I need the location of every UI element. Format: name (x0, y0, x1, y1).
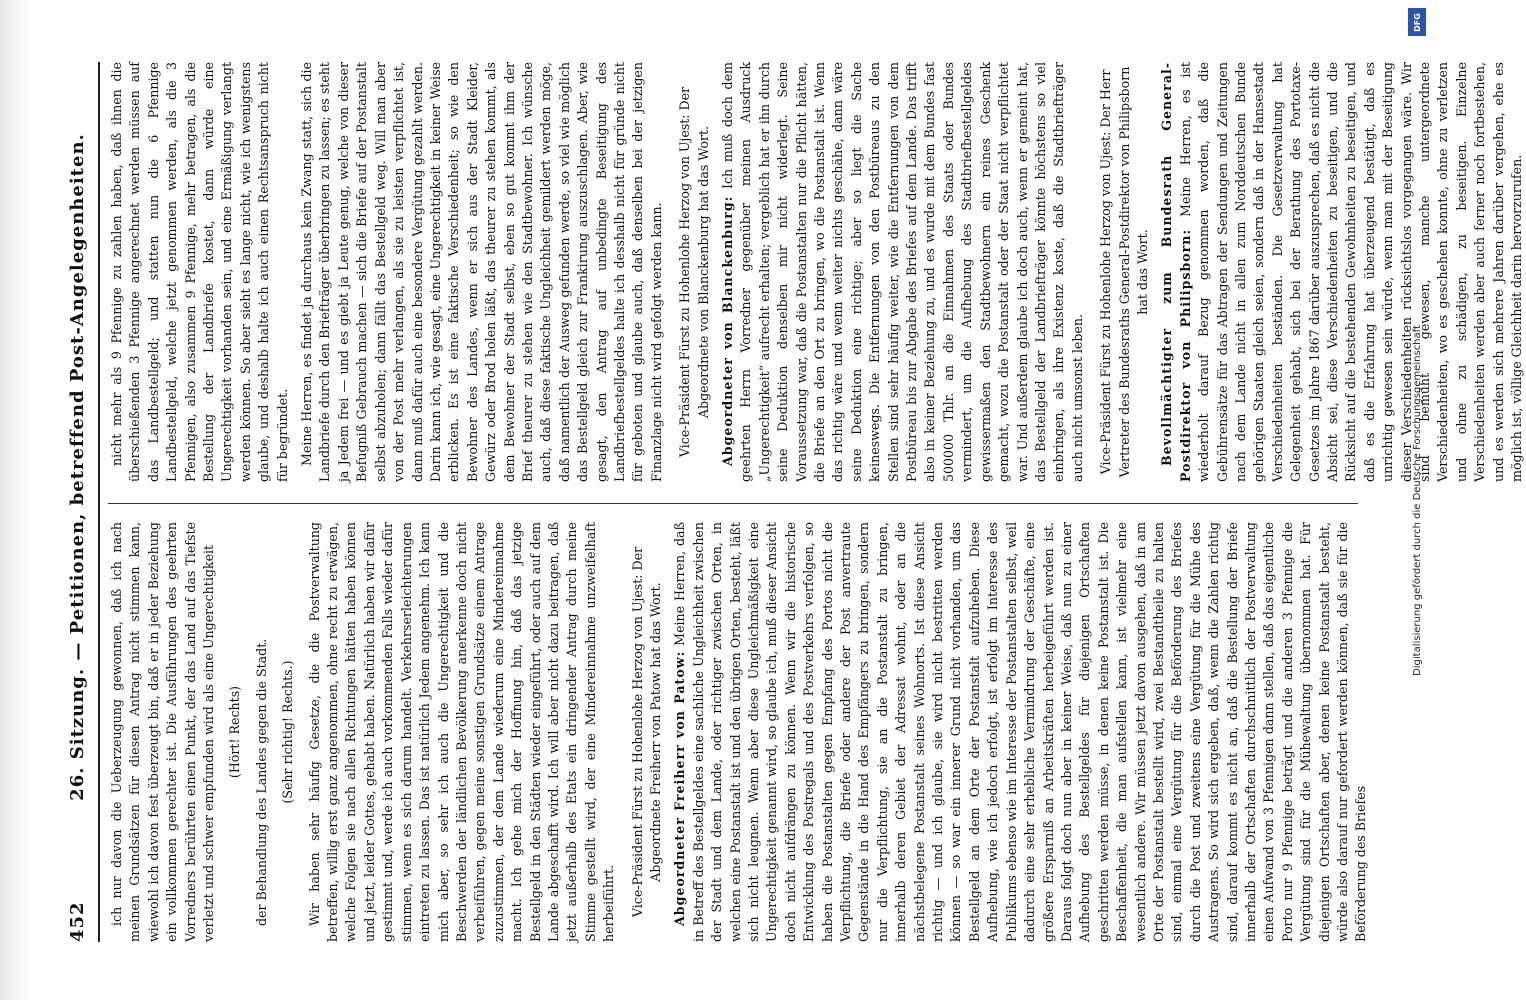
header-rule (98, 62, 100, 942)
text-column-right (108, 62, 1525, 482)
text-column-left (108, 522, 1369, 942)
speaker-name: Abgeordneter von Blanckenburg: (720, 195, 735, 466)
speech-paragraph (1158, 62, 1526, 482)
speech-text: Meine Herren, es ist wiederholt darauf Bezug genommen worden, daß die Gebührensätze für das Abtragen der Sendungen und Zeitungen nach dem Lande nicht in allen zum Norddeutschen Bunde gehörigen Staaten gleich seien, sondern daß in der Hansestadt Verschiedenheiten beständen. Die Gesetzverwaltung hat Gelegenheit gehabt, sich bei der Berathung des Portotaxe-Gesetzes im Jahre 1867 darüber auszusprechen, daß es nicht die Absicht sei, diese Verschiedenheiten zu beseitigen, und die Rücksicht auf die bestehenden Gewohnheiten zu beseitigen, und daß es die Erfahrung hat überzeugend bestätigt, daß es unrichtig gewesen sein würde, wenn man mit der Beseitigung dieser Verschiedenheiten rücksichtslos vorgegangen wäre. Wir sind bemüht gewesen, manche untergeordnete Verschiedenheiten, wo es geschehen konnte, ohne zu verletzen und ohne zu schädigen, zu beseitigen. Einzelne Verschiedenheiten werden aber auch ferner noch fortbestehen, und es werden sich mehrere Jahren darüber vergehen, ehe es möglich ist, völlige Gleichheit darin hervorzurufen. (1177, 62, 1525, 482)
running-head (60, 62, 94, 942)
chair-announcement: Vice-Präsident Fürst zu Hohenlohe Herzog von Ujest: Der Abgeordnete von Blanckenburg hat das Wort. (677, 86, 711, 458)
dfg-logo-text: DFG (1412, 12, 1422, 32)
speaker-name: Bevollmächtigter zum Bundesrath General-Postdirektor von Philipsborn: (1159, 62, 1193, 482)
speech-paragraph (719, 62, 1087, 482)
speaker-name: Abgeordneter Freiherr von Patow: (672, 650, 688, 926)
digitization-credit-text: Digitalisierung gefördert durch die Deutsche Forschungsgemeinschaft (1411, 324, 1423, 676)
speech-paragraph (671, 522, 1370, 942)
speech-text: Ich muß doch dem geehrten Herrn Vorredner gegenüber meinen Ausdruck „Ungerechtigkeit“ aufrecht erhalten; vergeblich hat er ihn durch seine Deduktion denselben mir nicht widerlegt. Seine Voraussetzung war, daß die Postanstalten nur die Pflicht hätten, die Briefe an den Ort zu bringen, wo die Postanstalt ist. Wenn das richtig wäre und wenn weiter nichts geschähe, dann wäre seine Deduktion eine richtige; aber so liegt die Sache keineswegs. Die Entfernungen von den Postbüreaus zu den Stellen sind sehr häufig weiter, wie die Entfernungen von dem Postbüreau bis zur Abgabe des Briefes auf dem Lande. Das trifft also in keiner Beziehung zu, und es wurde mit dem Bundes fast 500000 Thlr. an die Einnahmen des Staats oder Bundes vermindert, um die Aufhebung des Stadtbriefbestellgeldes gewissermaßen den Stadtbewohnern ein reines Geschenk gemacht, wozu die Postanstalt oder der Staat nicht verpflichtet war. Und außerdem glaube ich doch auch, wenn er gemeint hat, das Bestellgeld der Landbriefträger könnte höchstens so viel einbringen, als ihre Existenz koste, daß die Stadtbriefträger auch nicht umsonst leben. (720, 62, 1085, 482)
body-paragraph: Wir haben sehr häufig Gesetze, die die Postverwaltung betreffen, willig erst ganz angenommen, ohne recht zu erwägen, welche Folgen sie nach allen Richtungen hätten haben können und jetzt, leider Gottes, gehabt haben. Natürlich haben wir dafür gestimmt und, werde ich auch vorkommenden Falls wieder dafür stimmen, wenn es sich darum handelt. Verkehrserleichterungen eintreten zu lassen. Das ist natürlich Jedem angenehm. Ich kann mich aber, so sehr ich auch die Ungerechtigkeit und die Beschwerden der ländlichen Bevölkerung anerkenne doch nicht verbeiführen, gegen meine sonstigen Grundsätze einem Antrage zuzustimmen, der dem Lande wiederum eine Mindereinnahme macht. Ich gehe mich der Hoffnung hin, daß das jetzige Bestellgeld in den Städten wieder eingeführt, oder auch auf dem Lande abgeschafft wird. Ich will aber nicht dazu beitragen, daß jetzt außerhalb des Etats ein dringender Antrag durch meine Stimme gestellt wird, der eine Mindereinnahme unzweifelhaft herbeiführt. (306, 522, 617, 942)
digitization-credit (1406, 40, 1428, 960)
scan-edge-shadow (0, 0, 30, 1000)
body-paragraph: ich nur davon die Ueberzeugung gewonnen, daß ich nach meinen Grundsätzen für diesen Antrag nicht stimmen kann, wiewohl ich davon fest überzeugt bin, daß er in jeder Beziehung ein vollkommen gerechter ist. Die Ausführungen des geehrten Vorredners berührten einen Punkt, der das Land auf das Tiefste verletzt und schwer empfunden wird als eine Ungerechtigkeit (109, 522, 217, 942)
page-number: 452 (66, 901, 88, 942)
column-rule (108, 503, 1358, 504)
page-title: 26. Sitzung. — Petitionen, betreffend Post-Angelegenheiten. (66, 133, 88, 801)
chair-announcement: Vice-Präsident Fürst zu Hohenlohe Herzog von Ujest: Der Abgeordnete Freiherr von Patow hat das Wort. (629, 546, 663, 918)
interjection: (Sehr richtig! Rechts.) (280, 660, 296, 804)
chair-announcement: Vice-Präsident Fürst zu Hohenlohe Herzog von Ujest: Der Herr Vertreter des Bundesraths General-Postdirektor von Philipsborn hat das Wort. (1098, 66, 1150, 478)
speech-text: Meine Herren, daß in Betreff des Bestellgeldes eine sachliche Ungleichheit zwischen der Stadt und dem Lande, oder richtiger zwischen Orten, in welchen eine Postanstalt ist und den übrigen Orten, besteht, läßt sich nicht leugnen. Wenn aber diese Ungleichmäßigkeit eine Ungerechtigkeit genannt wird, so glaube ich, muß dieser Ansicht doch nicht aufdrängen zu können. Wenn wir die historische Entwicklung des Postregals und des Postverkehrs verfolgen, so haben die Postanstalten gegen Empfang des Portos nicht die Verpflichtung, die Briefe oder andere der Post anvertraute Gegenstände in die Hand des Empfängers zu bringen, sondern nur die Verpflichtung, sie an die Postanstalt zu bringen, innerhalb deren Gebiet der Adressat wohnt, oder an die nächstbelegene Postanstalt seines Wohnorts. Ist diese Ansicht richtig — und ich glaube, sie wird nicht bestritten werden können — so war ein innerer Grund nicht vorhanden, um das Bestellgeld an dem Orte der Postanstalt aufzuheben. Diese Aufhebung, wie ich jedoch erfolgt, ist erfolgt im Interesse des Publikums ebenso wie im Interesse der Postanstalten selbst, weil dadurch eine sehr erhebliche Vermindrung der Geschäfte, eine größere Ersparniß an Arbeitskräften herbeigeführt werden ist. Daraus folgt doch nun aber in keiner Weise, daß nun zu einer Aufhebung des Bestellgeldes für diejenigen Ortschaften geschritten werden müsse, in denen keine Postanstalt ist. Die Beschaffenheit, die man aufstellen kann, ist vielmehr eine wesentlich andere. Wir müssen jetzt davon ausgehen, daß in am Orte der Postanstalt bestellt wird, zwei Bestandtheile zu halten sind, einmal eine Vergütung für die Beförderung des Briefes durch die Post und zweitens eine Vergütung für die Mühe des Austragens. So wird sich ergeben, daß, wenn die Zahlen richtig sind, darauf kommt es nicht an, daß die Bestellung der Briefe innerhalb der Ortschaften durchschnittlich der Postverwaltung einen Aufwand von 3 Pfennigen dann stellen, daß das eigentliche Porto nur 9 Pfennige beträgt und die anderen 3 Pfennige die Vergütung sind für die Mühewaltung übernommen hat. Für diejenigen Ortschaften aber, denen keine Postanstalt besteht, würde also darauf nur gefordert werden können, daß sie für die Beförderung des Briefes (672, 522, 1369, 942)
dfg-logo (1408, 8, 1426, 36)
interjection: (Hört! Rechts) (227, 685, 243, 779)
body-paragraph: Meine Herren, es findet ja durchaus kein Zwang statt, sich die Landbriefe durch den Briefträger überbringen zu lassen; es steht ja Jedem frei — und es giebt ja Leute genug, welche von dieser Befugniß Gebrauch machen — sich die Briefe auf der Postanstalt selbst abzuholen; dann fällt das Bestellgeld weg. Will man aber von der Post mehr verlangen, als sie zu leisten verpflichtet ist, dann muß dafür auch eine besondere Vergütung gezahlt werden. Darin kann ich, wie gesagt, eine Ungerechtigkeit in keiner Weise erblicken. Es ist eine faktische Verschiedenheit; so wie den Bewohner des Landes, wenn er sich aus der Stadt Kleider, Gewürz oder Brod holen läßt, das theurer zu stehen kommt, als dem Bewohner der Stadt selbst, eben so gut kommt ihm der Brief theurer zu stehen wie den Stadtbewohner. Ich wünsche auch, daß diese faktische Ungleichheit gemildert werden möge, daß namentlich der Ausweg gefunden werde, so viel wie möglich das Bestellgeld gleich zur Frankirung auszuschlagen. Aber, wie gesagt, den Antrag auf unbedingte Beseitigung des Landbriefbestellgeldes halte ich desshalb nicht für gründe nicht für geboten und glaube auch, daß denselben bei der jetzigen Finanzlage nicht wird gefolgt werden kann. (299, 62, 664, 482)
body-paragraph: der Behandlung des Landes gegen die Stadt. (253, 638, 269, 926)
body-paragraph: nicht mehr als 9 Pfennige zu zahlen haben, daß ihnen die überschießenden 3 Pfennige angerechnet werden müssen auf das Landbestellgeld; und statten nun die 6 Pfennige Landbestellgeld, welche jetzt genommen werden, als die 3 Pfennigen, also zusammen 9 Pfennige, mehr betragen, als die Bestellung der Landbriefe kostet, dann würde eine Ungerechtigkeit vorhanden sein, und eine Ermäßigung verlangt werden können. So aber sieht es lange nicht, wie ich wenigstens glaube, und deshalb halte ich auch einen Rechtsanspruch nicht für begründet. (109, 62, 290, 482)
